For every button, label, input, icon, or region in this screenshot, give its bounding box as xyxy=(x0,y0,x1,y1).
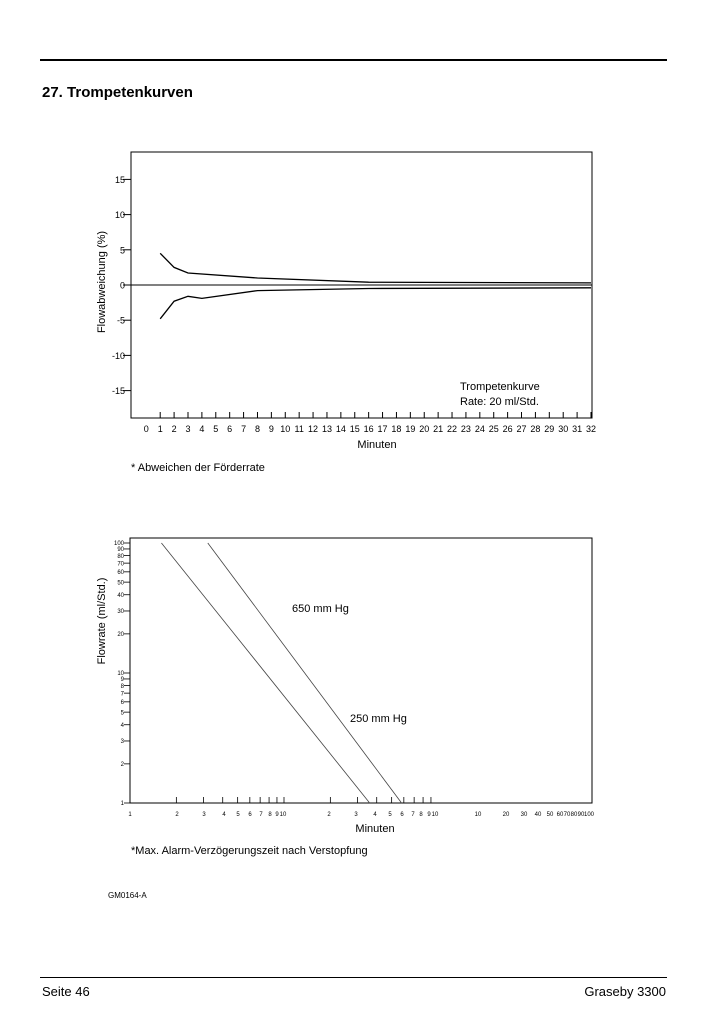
chart2-x-tick-label: 30 xyxy=(520,812,528,818)
chart1-x-tick-label: 1 xyxy=(157,424,163,434)
chart2-y-tick-label: 50 xyxy=(117,580,124,587)
chart1-x-tick-label: 4 xyxy=(199,424,205,434)
chart2-x-tick-label: 20 xyxy=(502,812,510,818)
chart1-x-tick-label: 8 xyxy=(254,424,260,434)
chart1-x-tick-label: 0 xyxy=(143,424,149,434)
chart1-footnote: * Abweichen der Förderrate xyxy=(131,462,265,474)
chart1-x-tick-label: 32 xyxy=(585,424,597,434)
chart1-x-tick-label: 15 xyxy=(349,424,360,434)
chart1-x-tick-label: 31 xyxy=(572,424,583,434)
chart2-series-label-650-mm-hg: 650 mm Hg xyxy=(292,603,349,615)
chart2-series-label-250-mm-hg: 250 mm Hg xyxy=(350,713,407,725)
chart1-x-tick-label: 21 xyxy=(433,424,444,434)
chart2-x-tick-label: 9 xyxy=(275,812,279,818)
chart2-y-tick-label: 8 xyxy=(120,683,124,690)
chart2-x-tick-label: 70 xyxy=(563,812,571,818)
chart2-x-tick-label: 4 xyxy=(222,812,226,818)
chart1-x-tick-label: 24 xyxy=(474,424,485,434)
chart2-y-tick-label: 2 xyxy=(120,762,124,769)
chart1-y-tick-label: 5 xyxy=(119,245,125,256)
chart1-x-tick-label: 26 xyxy=(502,424,513,434)
chart2-xlabel: Minuten xyxy=(355,823,395,835)
chart2-plot-frame xyxy=(130,538,592,803)
chart2-x-tick-label: 2 xyxy=(175,812,179,818)
chart2-x-tick-label: 80 xyxy=(570,812,578,818)
chart2-y-tick-label: 9 xyxy=(120,677,124,684)
chart2-x-tick-label: 3 xyxy=(202,812,206,818)
chart2-y-tick-label: 70 xyxy=(117,561,124,568)
chart2-y-tick-label: 4 xyxy=(120,722,124,729)
page-title: 27. Trompetenkurven xyxy=(42,84,193,101)
chart2-x-tick-label: 1 xyxy=(128,812,132,818)
chart2-x-tick-label: 8 xyxy=(268,812,272,818)
bottom-rule xyxy=(40,977,667,978)
chart1-x-tick-label: 14 xyxy=(335,424,346,434)
chart2-y-tick-label: 80 xyxy=(117,553,124,560)
chart1-lower-trumpet-line xyxy=(160,288,591,319)
chart1-x-tick-label: 17 xyxy=(377,424,388,434)
chart1-x-tick-label: 18 xyxy=(391,424,402,434)
chart2-x-tick-label: 3 xyxy=(354,812,358,818)
chart1-x-tick-label: 22 xyxy=(447,424,458,434)
chart2-x-tick-label: 4 xyxy=(373,812,377,818)
chart1-ylabel: Flowabweichung (%) xyxy=(96,230,108,334)
chart2-y-tick-label: 5 xyxy=(120,710,124,717)
chart1-annotation-line2: Rate: 20 ml/Std. xyxy=(460,396,539,408)
chart2-y-tick-label: 100 xyxy=(113,541,124,548)
chart1-y-tick-label: 0 xyxy=(119,280,125,291)
chart1-x-tick-label: 20 xyxy=(419,424,430,434)
chart2-y-tick-label: 30 xyxy=(117,609,124,616)
chart1-y-tick-label: -10 xyxy=(111,350,125,361)
chart2-x-tick-label: 7 xyxy=(411,812,415,818)
chart2-y-tick-label: 20 xyxy=(117,632,124,639)
chart1-x-tick-label: 7 xyxy=(241,424,247,434)
chart2-y-tick-label: 3 xyxy=(120,739,124,746)
chart2-y-tick-label: 7 xyxy=(120,691,124,698)
footer-page-number: Seite 46 xyxy=(42,984,90,999)
figure-code: GM0164-A xyxy=(108,891,147,900)
chart1-x-tick-label: 25 xyxy=(488,424,499,434)
chart1-x-tick-label: 19 xyxy=(405,424,416,434)
chart2-footnote: *Max. Alarm-Verzögerungszeit nach Verstopfung xyxy=(131,845,368,857)
chart1-x-tick-label: 11 xyxy=(294,424,304,434)
chart1-annotation-line1: Trompetenkurve xyxy=(460,381,540,393)
chart2-x-tick-label: 90 xyxy=(577,812,585,818)
chart1-upper-trumpet-line xyxy=(160,253,591,283)
chart2-y-tick-label: 90 xyxy=(117,547,124,554)
chart1-y-tick-label: 10 xyxy=(114,210,125,221)
chart1-x-tick-label: 5 xyxy=(213,424,219,434)
chart2-y-tick-label: 1 xyxy=(120,801,124,808)
chart1-x-tick-label: 30 xyxy=(558,424,569,434)
chart1-x-tick-label: 3 xyxy=(185,424,191,434)
chart2-x-tick-label: 10 xyxy=(474,812,482,818)
chart1-x-tick-label: 6 xyxy=(227,424,233,434)
chart2-line-650-mm-hg xyxy=(208,543,402,803)
chart1-x-tick-label: 2 xyxy=(171,424,177,434)
chart1-x-tick-label: 16 xyxy=(363,424,374,434)
chart2-x-tick-label: 8 xyxy=(419,812,423,818)
chart2-x-tick-label: 6 xyxy=(248,812,252,818)
chart2-x-tick-label: 50 xyxy=(546,812,554,818)
chart2-x-tick-label: 60 xyxy=(556,812,564,818)
chart1-x-tick-label: 12 xyxy=(308,424,319,434)
chart2-x-tick-label: 40 xyxy=(534,812,542,818)
chart2-x-tick-label: 9 xyxy=(427,812,431,818)
chart2-x-tick-label: 7 xyxy=(259,812,263,818)
chart1-x-tick-label: 29 xyxy=(544,424,555,434)
chart1-y-tick-label: 15 xyxy=(114,174,125,185)
chart2-y-tick-label: 6 xyxy=(120,700,124,707)
footer-product-name: Graseby 3300 xyxy=(584,984,666,999)
chart1-xlabel: Minuten xyxy=(357,439,397,451)
chart2-y-tick-label: 40 xyxy=(117,592,124,599)
chart2-x-tick-label: 2 xyxy=(327,812,331,818)
chart1-x-tick-label: 10 xyxy=(280,424,291,434)
chart1-x-tick-label: 13 xyxy=(321,424,332,434)
chart2-y-tick-label: 10 xyxy=(117,671,124,678)
chart1-x-tick-label: 9 xyxy=(268,424,274,434)
chart1-x-tick-label: 27 xyxy=(516,424,527,434)
chart1-y-tick-label: -5 xyxy=(116,315,125,326)
chart2-x-tick-label: 100 xyxy=(583,812,595,818)
chart2-x-tick-label: 10 xyxy=(431,812,439,818)
chart2-ylabel: Flowrate (ml/Std.) xyxy=(96,577,108,665)
chart2-x-tick-label: 6 xyxy=(400,812,404,818)
chart2-x-tick-label: 5 xyxy=(236,812,240,818)
chart1-y-tick-label: -15 xyxy=(111,386,125,397)
chart1-x-tick-label: 23 xyxy=(460,424,471,434)
chart2-x-tick-label: 5 xyxy=(388,812,392,818)
chart1-x-tick-label: 28 xyxy=(530,424,541,434)
chart2-line-250-mm-hg xyxy=(161,543,369,803)
chart2-y-tick-label: 60 xyxy=(117,570,124,577)
chart2-x-tick-label: 10 xyxy=(279,812,287,818)
